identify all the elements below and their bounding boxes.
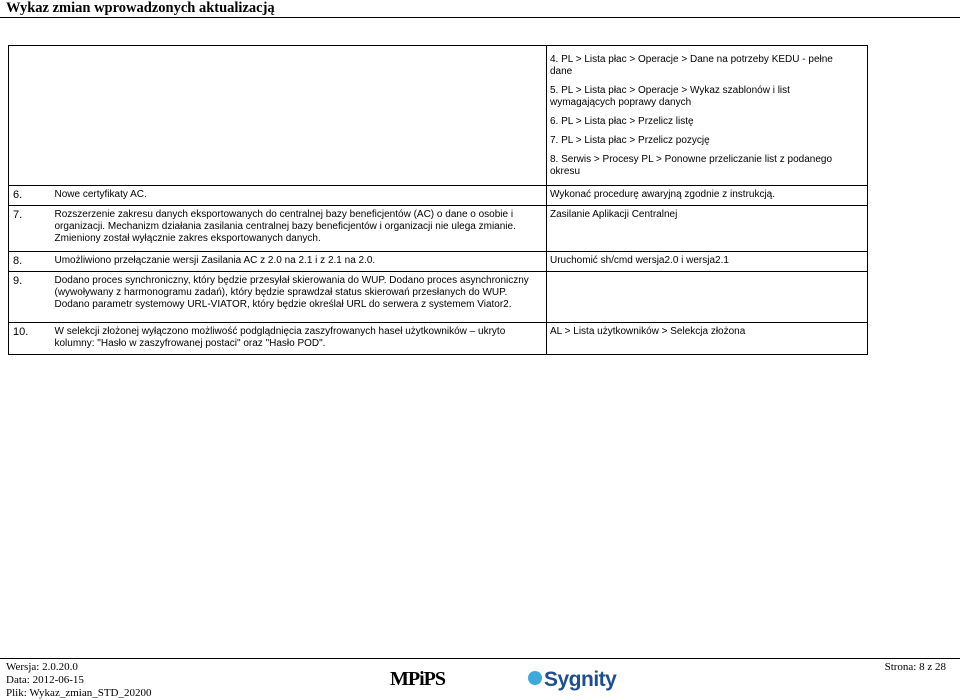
table-cell-description xyxy=(45,272,547,323)
table-cell-num xyxy=(9,206,45,252)
list-item: 5. PL > Lista płac > Operacje > Wykaz szablonów i list wymagających poprawy danych xyxy=(550,85,790,108)
row-description: Umożliwiono przełączanie wersji Zasilania AC z 2.0 na 2.1 i z 2.1 na 2.0. xyxy=(54,255,376,266)
row-description: Rozszerzenie zakresu danych eksportowanych do centralnej bazy beneficjentów (AC) o dane o osobie i organizacji. Mechanizm działania zasilania centralnej bazy beneficjentów i organizacji nie ulega zmianie. Zmieniony został wyłącznie zakres eksportowanych danych. xyxy=(54,209,516,244)
table-cell-location xyxy=(547,272,868,323)
row-location: AL > Lista użytkowników > Selekcja złożona xyxy=(550,326,746,337)
table-row xyxy=(9,206,868,252)
page-number: Strona: 8 z 28 xyxy=(884,661,946,673)
table-cell-description xyxy=(45,252,547,272)
table-cell-location xyxy=(547,46,868,186)
table-cell-location xyxy=(547,206,868,252)
table-row xyxy=(9,252,868,272)
table-row-continued xyxy=(9,46,868,186)
table-cell-num xyxy=(9,186,45,206)
table-row xyxy=(9,186,868,206)
sygnity-wordmark: Sygnity xyxy=(544,668,617,691)
row-number: 6. xyxy=(13,189,23,201)
footer-divider xyxy=(0,658,960,659)
mpips-logo: MPiPS xyxy=(390,668,445,690)
footer-date: Data: 2012-06-15 xyxy=(6,674,84,686)
table-row xyxy=(9,272,868,323)
table-cell-num xyxy=(9,272,45,323)
list-item: 7. PL > Lista płac > Przelicz pozycję xyxy=(550,135,710,146)
row-number: 8. xyxy=(13,255,23,267)
row-number: 10. xyxy=(13,326,29,338)
page-title: Wykaz zmian wprowadzonych aktualizacją xyxy=(6,0,275,16)
list-item: 4. PL > Lista płac > Operacje > Dane na potrzeby KEDU - pełne dane xyxy=(550,54,833,77)
row-description: Nowe certyfikaty AC. xyxy=(54,189,147,200)
row-location: Uruchomić sh/cmd wersja2.0 i wersja2.1 xyxy=(550,255,729,266)
table-cell-location xyxy=(547,252,868,272)
row-location xyxy=(547,272,867,279)
location-list xyxy=(547,46,867,178)
table-cell-description xyxy=(45,186,547,206)
table-cell-num xyxy=(9,323,45,355)
footer-meta xyxy=(6,661,151,700)
table-cell-num xyxy=(9,252,45,272)
row-location: Wykonać procedurę awaryjną zgodnie z instrukcją. xyxy=(550,189,776,200)
row-number: 9. xyxy=(13,275,23,287)
table-cell-description xyxy=(45,323,547,355)
footer-file: Plik: Wykaz_zmian_STD_20200 xyxy=(6,687,152,699)
table-cell-location xyxy=(547,186,868,206)
table-cell-description xyxy=(45,206,547,252)
table-cell-description xyxy=(45,46,547,186)
list-item: 6. PL > Lista płac > Przelicz listę xyxy=(550,116,694,127)
table-row xyxy=(9,323,868,355)
list-item: 8. Serwis > Procesy PL > Ponowne przeliczanie list z podanego okresu xyxy=(550,154,833,177)
title-divider xyxy=(0,17,960,18)
footer-version: Wersja: 2.0.20.0 xyxy=(6,661,78,673)
row-number: 7. xyxy=(13,209,23,221)
table-cell-num xyxy=(9,46,45,186)
row-description: W selekcji złożonej wyłączono możliwość podglądnięcia zaszyfrowanych haseł użytkowników – ukryto kolumny: "Hasło w zaszyfrowanej postaci" oraz "Hasło POD". xyxy=(54,326,506,349)
sygnity-mark-icon xyxy=(528,671,542,685)
row-description: Dodano proces synchroniczny, który będzie przesyłał skierowania do WUP. Dodano proces asynchroniczny (wywoływany z harmonogramu zadań), który będzie sprawdzał status skierowań przesłanych do WUP. Dodano parametr systemowy URL-VIATOR, który będzie określał URL do serwera z systemem Viator2. xyxy=(54,275,529,310)
sygnity-logo xyxy=(528,668,616,692)
row-location: Zasilanie Aplikacji Centralnej xyxy=(550,209,678,220)
table-cell-location xyxy=(547,323,868,355)
changes-table xyxy=(8,45,868,355)
